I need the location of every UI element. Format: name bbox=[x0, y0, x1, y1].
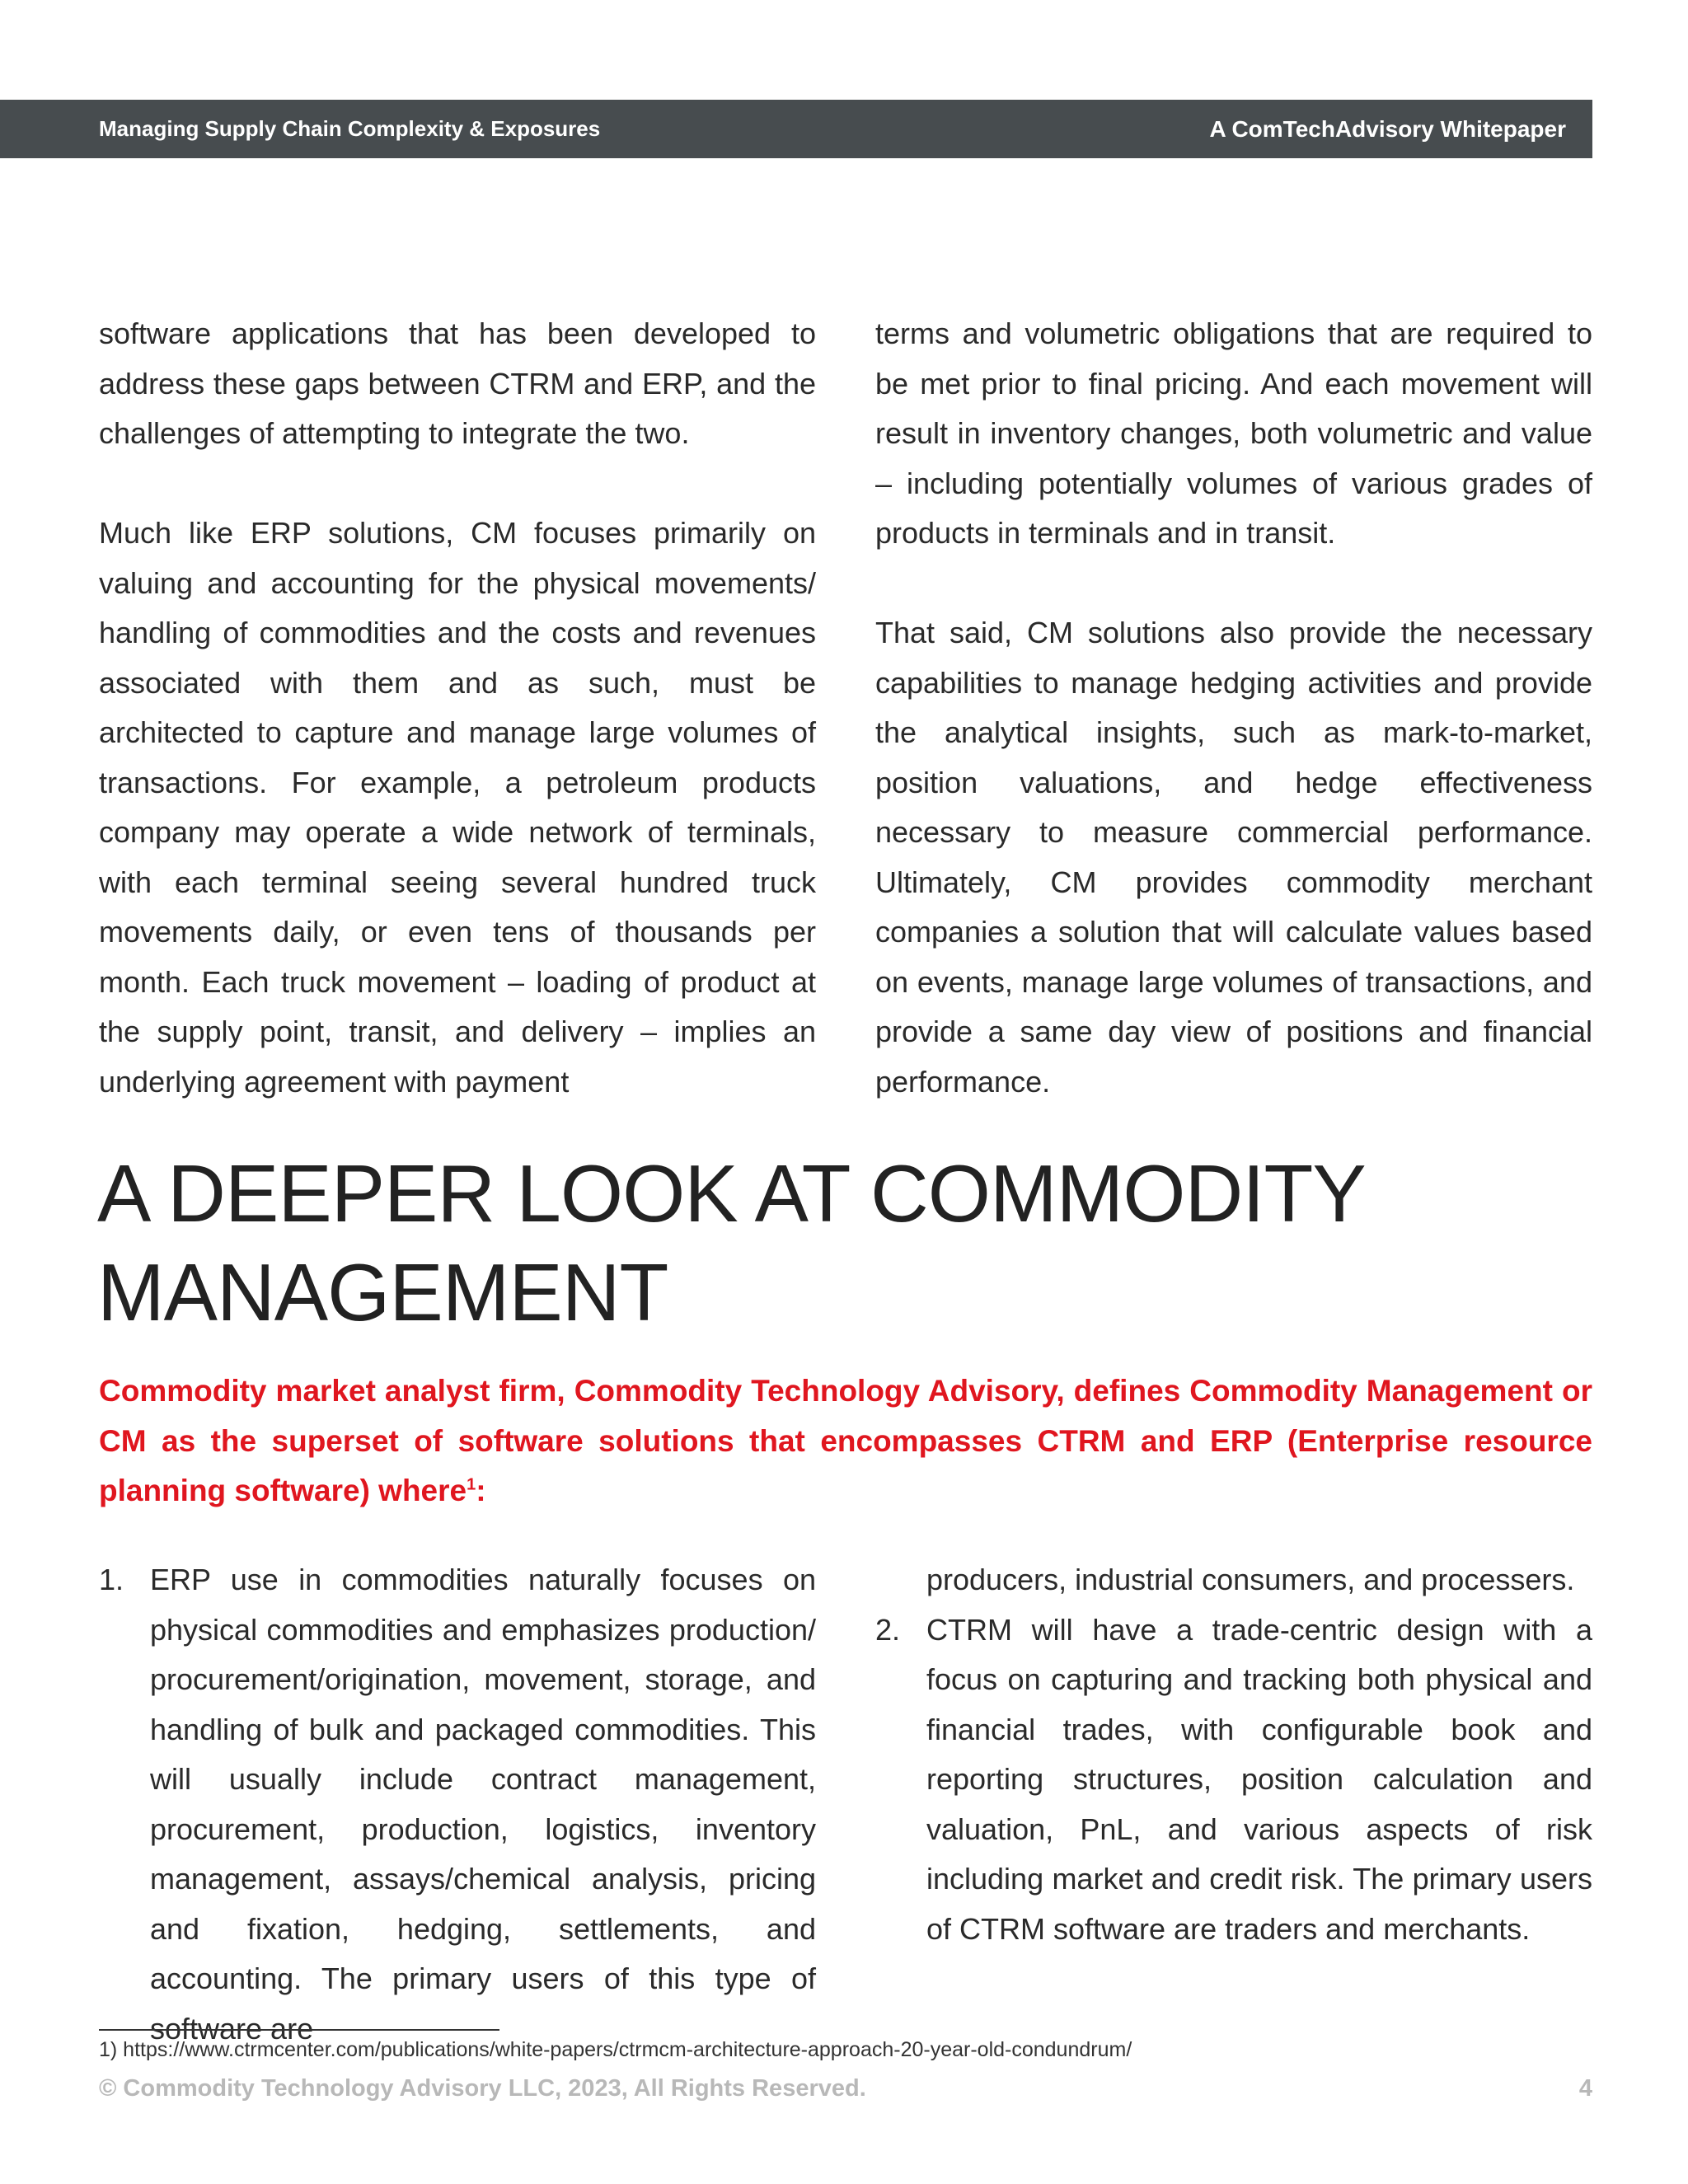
header-publication: A ComTechAdvisory Whitepaper bbox=[1209, 116, 1566, 142]
section-intro bbox=[99, 1366, 1592, 1516]
body-paragraph: software applications that has been developed to address these gaps between CTRM and ERP, and the challenges of attempting to integrate the two. bbox=[99, 316, 816, 450]
page-number: 4 bbox=[1578, 2075, 1592, 2102]
body-paragraph: Much like ERP solutions, CM focuses primarily on valuing and accounting for the physical movements/ handling of commodities and the costs and revenues associated with them and as such, must be architected to capture and manage large volumes of transactions. For example, a petroleum products company may operate a wide network of terminals, with each terminal seeing several hundred truck movements daily, or even tens of thousands per month. Each truck movement – loading of product at the supply point, transit, and delivery – implies an underlying agreement with payment bbox=[99, 516, 816, 1099]
footnote[interactable]: 1) https://www.ctrmcenter.com/publications/white-papers/ctrmcm-architecture-approach-20-year-old-condundrum/ bbox=[99, 2038, 1132, 2061]
list-item-text: ERP use in commodities naturally focuses on physical commodities and emphasizes production/ procurement/origination, movement, storage, and handling of bulk and packaged commodities. This will usually include contract management, procurement, production, logistics, inventory management, assays/chemical analysis, pricing and fixation, hedging, settlements, and accounting. The primary users of this type of software are bbox=[150, 1563, 816, 2046]
header-title: Managing Supply Chain Complexity & Exposures bbox=[99, 116, 601, 141]
numbered-list-right bbox=[875, 1555, 1592, 1954]
list-item-continuation: producers, industrial consumers, and processers. bbox=[926, 1563, 1575, 1596]
numbered-list-left bbox=[99, 1555, 816, 2054]
list-item bbox=[99, 1555, 816, 2054]
copyright-notice: © Commodity Technology Advisory LLC, 2023, All Rights Reserved. bbox=[99, 2075, 866, 2102]
section-intro-colon: : bbox=[476, 1474, 486, 1507]
header-bar bbox=[0, 100, 1592, 158]
list-item bbox=[875, 1605, 1592, 1955]
section-intro-text: Commodity market analyst firm, Commodity Technology Advisory, defines Commodity Management or CM as the superset of software solutions that encompasses CTRM and ERP (Enterprise resource planning software) where bbox=[99, 1374, 1592, 1507]
body-paragraph: That said, CM solutions also provide the necessary capabilities to manage hedging activities and provide the analytical insights, such as mark-to-market, position valuations, and hedge effectiveness necessary to measure commercial performance. Ultimately, CM provides commodity merchant companies a solution that will calculate values based on events, manage large volumes of transactions, and provide a same day view of positions and financial performance. bbox=[875, 616, 1592, 1099]
footnote-divider bbox=[99, 2029, 499, 2031]
body-column-right bbox=[875, 309, 1592, 1107]
list-item-number: 1. bbox=[99, 1563, 124, 1596]
footnote-reference[interactable]: 1 bbox=[467, 1475, 476, 1494]
section-heading: A DEEPER LOOK AT COMMODITY MANAGEMENT bbox=[97, 1148, 1364, 1338]
body-column-left bbox=[99, 309, 816, 1107]
list-item-number: 2. bbox=[875, 1612, 901, 1647]
body-paragraph: terms and volumetric obligations that are required to be met prior to final pricing. And each movement will result in inventory changes, both volumetric and value – including potentially volumes of various grades of products in terminals and in transit. bbox=[875, 316, 1592, 550]
list-item-text: CTRM will have a trade-centric design with a focus on capturing and tracking both physical and financial trades, with configurable book and reporting structures, position calculation and valuation, PnL, and various aspects of risk including market and credit risk. The primary users of CTRM software are traders and merchants. bbox=[926, 1612, 1592, 1946]
